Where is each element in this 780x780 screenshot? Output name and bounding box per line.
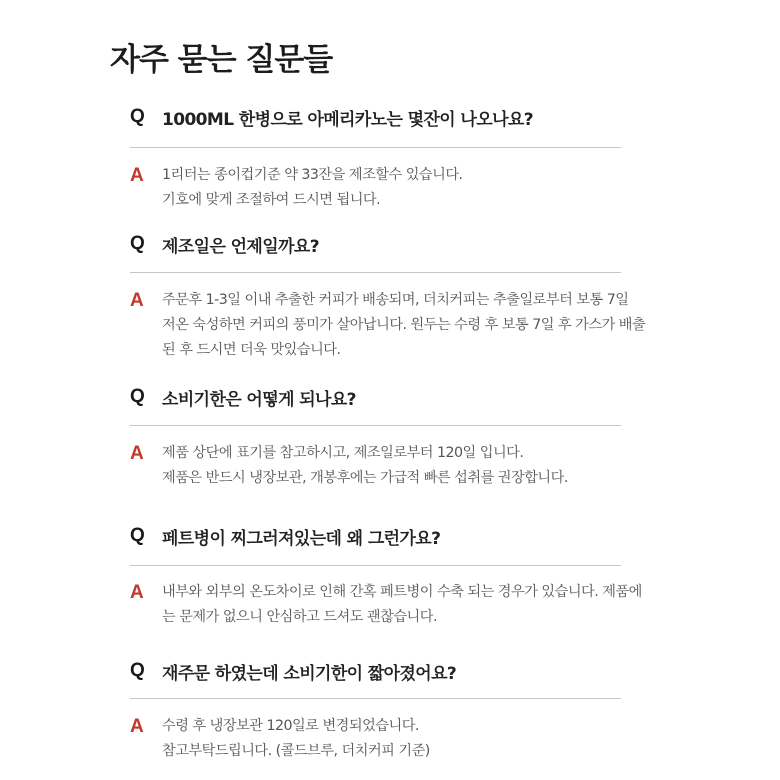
question-row[interactable] bbox=[130, 521, 440, 551]
answer-marker: A bbox=[130, 716, 144, 737]
answer-line: 수령 후 냉장보관 120일로 변경되었습니다. bbox=[162, 718, 419, 734]
answer-line: 제품은 반드시 냉장보관, 개봉후에는 가급적 빠른 섭취를 권장합니다. bbox=[162, 470, 568, 486]
question-text: 페트병이 찌그러져있는데 왜 그런가요? bbox=[162, 528, 441, 549]
divider bbox=[130, 425, 621, 426]
divider bbox=[130, 147, 621, 148]
answer-marker: A bbox=[130, 165, 144, 186]
answer-line: 된 후 드시면 더욱 맛있습니다. bbox=[162, 342, 341, 358]
question-row[interactable] bbox=[130, 102, 533, 132]
answer-marker: A bbox=[130, 582, 144, 603]
answer-line: 1리터는 종이컵기준 약 33잔을 제조할수 있습니다. bbox=[162, 167, 463, 183]
question-row[interactable] bbox=[130, 382, 356, 412]
divider bbox=[130, 565, 621, 566]
question-row[interactable] bbox=[130, 229, 319, 259]
answer-text bbox=[162, 580, 652, 630]
question-marker: Q bbox=[130, 233, 145, 254]
question-text: 제조일은 언제일까요? bbox=[162, 236, 319, 257]
answer-line: 주문후 1-3일 이내 추출한 커피가 배송되며, 더치커피는 추출일로부터 보통 7일 bbox=[162, 292, 629, 308]
divider bbox=[130, 698, 621, 699]
question-text: 재주문 하였는데 소비기한이 짧아졌어요? bbox=[162, 663, 457, 684]
answer-row bbox=[130, 580, 652, 630]
question-marker: Q bbox=[130, 386, 145, 407]
answer-marker: A bbox=[130, 290, 144, 311]
answer-text bbox=[162, 441, 652, 491]
divider bbox=[130, 272, 621, 273]
answer-row bbox=[130, 163, 652, 213]
answer-row bbox=[130, 714, 652, 764]
question-marker: Q bbox=[130, 660, 145, 681]
answer-line: 참고부탁드립니다. (콜드브루, 더치커피 기준) bbox=[162, 743, 430, 759]
answer-line: 내부와 외부의 온도차이로 인해 간혹 페트병이 수축 되는 경우가 있습니다. 제품에 bbox=[162, 584, 642, 600]
answer-text bbox=[162, 288, 652, 363]
question-marker: Q bbox=[130, 525, 145, 546]
answer-marker: A bbox=[130, 443, 144, 464]
answer-line: 는 문제가 없으니 안심하고 드셔도 괜찮습니다. bbox=[162, 609, 437, 625]
question-text: 1000ML 한병으로 아메리카노는 몇잔이 나오나요? bbox=[162, 109, 533, 130]
answer-text bbox=[162, 714, 652, 764]
page-title: 자주 묻는 질문들 bbox=[110, 42, 333, 78]
answer-text bbox=[162, 163, 652, 213]
question-row[interactable] bbox=[130, 656, 456, 686]
answer-line: 저온 숙성하면 커피의 풍미가 살아납니다. 원두는 수령 후 보통 7일 후 가스가 배출 bbox=[162, 317, 646, 333]
answer-line: 기호에 맞게 조절하여 드시면 됩니다. bbox=[162, 192, 381, 208]
answer-row bbox=[130, 441, 652, 491]
question-marker: Q bbox=[130, 106, 145, 127]
question-text: 소비기한은 어떻게 되나요? bbox=[162, 389, 356, 410]
answer-row bbox=[130, 288, 652, 363]
answer-line: 제품 상단에 표기를 참고하시고, 제조일로부터 120일 입니다. bbox=[162, 445, 524, 461]
